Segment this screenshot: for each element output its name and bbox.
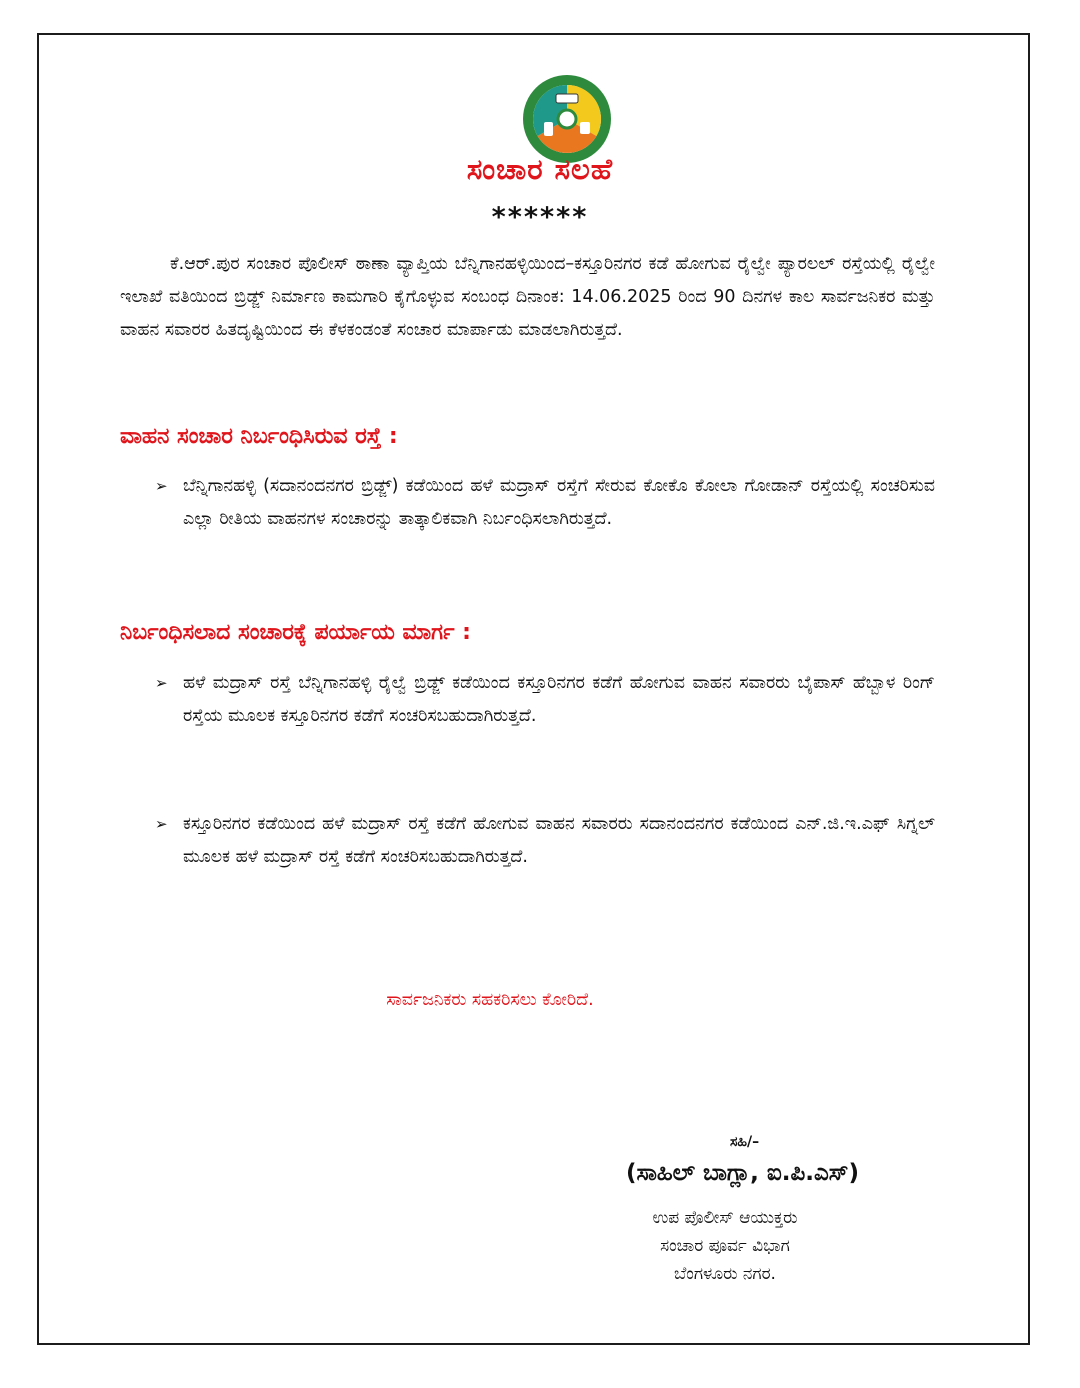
signatory-name: (ಸಾಹಿಲ್ ಬಾಗ್ಲಾ, ಐ.ಪಿ.ಎಸ್) xyxy=(626,1160,859,1186)
list-item xyxy=(155,470,935,536)
alternate-route-text-1: ಹಳೆ ಮದ್ರಾಸ್ ರಸ್ತೆ ಬೆನ್ನಿಗಾನಹಳ್ಳಿ ರೈಲ್ವೆ ಬ್ರಿಡ್ಜ್ ಕಡೆಯಿಂದ ಕಸ್ತೂರಿನಗರ ಕಡೆಗೆ ಹೋಗುವ ವಾಹನ ಸವಾರರು ಬೈಪಾಸ್ ಹೆಬ್ಬಾಳ ರಿಂಗ್ ರಸ್ತೆಯ ಮೂಲಕ ಕಸ್ತೂರಿನಗರ ಕಡೆಗೆ ಸಂಚರಿಸಬಹುದಾಗಿರುತ್ತದೆ. xyxy=(183,673,935,726)
separator: ****** xyxy=(491,202,589,233)
arrow-bullet-icon: ➢ xyxy=(155,674,168,692)
public-appeal: ಸಾರ್ವಜನಿಕರು ಸಹಕರಿಸಲು ಕೋರಿದೆ. xyxy=(386,990,594,1010)
arrow-bullet-icon: ➢ xyxy=(155,477,168,495)
signatory-city: ಬೆಂಗಳೂರು ನಗರ. xyxy=(674,1264,776,1284)
list-item xyxy=(155,667,935,733)
page-title: ಸಂಚಾರ ಸಲಹೆ xyxy=(466,152,614,186)
restricted-road-text: ಬೆನ್ನಿಗಾನಹಳ್ಳಿ (ಸದಾನಂದನಗರ ಬ್ರಿಡ್ಜ್) ಕಡೆಯಿಂದ ಹಳೆ ಮದ್ರಾಸ್ ರಸ್ತೆಗೆ ಸೇರುವ ಕೋಕೊ ಕೋಲಾ ಗೋಡಾನ್ ರಸ್ತೆಯಲ್ಲಿ ಸಂಚರಿಸುವ ಎಲ್ಲಾ ರೀತಿಯ ವಾಹನಗಳ ಸಂಚಾರನ್ನು ತಾತ್ಕಾಲಿಕವಾಗಿ ನಿರ್ಬಂಧಿಸಲಾಗಿರುತ್ತದೆ. xyxy=(183,476,935,529)
restricted-road-heading: ವಾಹನ ಸಂಚಾರ ನಿರ್ಬಂಧಿಸಿರುವ ರಸ್ತೆ : xyxy=(120,424,398,449)
intro-paragraph: ಕೆ.ಆರ್.ಪುರ ಸಂಚಾರ ಪೊಲೀಸ್ ಠಾಣಾ ವ್ಯಾಪ್ತಿಯ ಬೆನ್ನಿಗಾನಹಳ್ಳಿಯಿಂದ–ಕಸ್ತೂರಿನಗರ ಕಡೆ ಹೋಗುವ ರೈಲ್ವೇ ಪ್ಯಾರಲಲ್ ರಸ್ತೆಯಲ್ಲಿ ರೈಲ್ವೇ ಇಲಾಖೆ ವತಿಯಿಂದ ಬ್ರಿಡ್ಜ್ ನಿರ್ಮಾಣ ಕಾಮಗಾರಿ ಕೈಗೊಳ್ಳುವ ಸಂಬಂಧ ದಿನಾಂಕ: 14.06.2025 ರಿಂದ 90 ದಿನಗಳ ಕಾಲ ಸಾರ್ವಜನಿಕರ ಮತ್ತು ವಾಹನ ಸವಾರರ ಹಿತದೃಷ್ಟಿಯಿಂದ ಈ ಕೆಳಕಂಡಂತೆ ಸಂಚಾರ ಮಾರ್ಪಾಡು ಮಾಡಲಾಗಿರುತ್ತದೆ. xyxy=(120,254,935,340)
alternate-route-heading: ನಿರ್ಬಂಧಿಸಲಾದ ಸಂಚಾರಕ್ಕೆ ಪರ್ಯಾಯ ಮಾರ್ಗ : xyxy=(120,620,471,645)
alternate-route-text-2: ಕಸ್ತೂರಿನಗರ ಕಡೆಯಿಂದ ಹಳೆ ಮದ್ರಾಸ್ ರಸ್ತೆ ಕಡೆಗೆ ಹೋಗುವ ವಾಹನ ಸವಾರರು ಸದಾನಂದನಗರ ಕಡೆಯಿಂದ ಎನ್.ಜಿ.ಇ.ಎಫ್ ಸಿಗ್ನಲ್ ಮೂಲಕ ಹಳೆ ಮದ್ರಾಸ್ ರಸ್ತೆ ಕಡೆಗೆ ಸಂಚರಿಸಬಹುದಾಗಿರುತ್ತದೆ. xyxy=(183,814,935,867)
signatory-division: ಸಂಚಾರ ಪೂರ್ವ ವಿಭಾಗ xyxy=(660,1236,790,1256)
list-item xyxy=(155,808,935,874)
traffic-police-logo-icon xyxy=(522,74,612,164)
arrow-bullet-icon: ➢ xyxy=(155,815,168,833)
signature-mark: ಸಹಿ/– xyxy=(730,1134,760,1150)
signatory-designation: ಉಪ ಪೊಲೀಸ್ ಆಯುಕ್ತರು xyxy=(652,1208,798,1228)
